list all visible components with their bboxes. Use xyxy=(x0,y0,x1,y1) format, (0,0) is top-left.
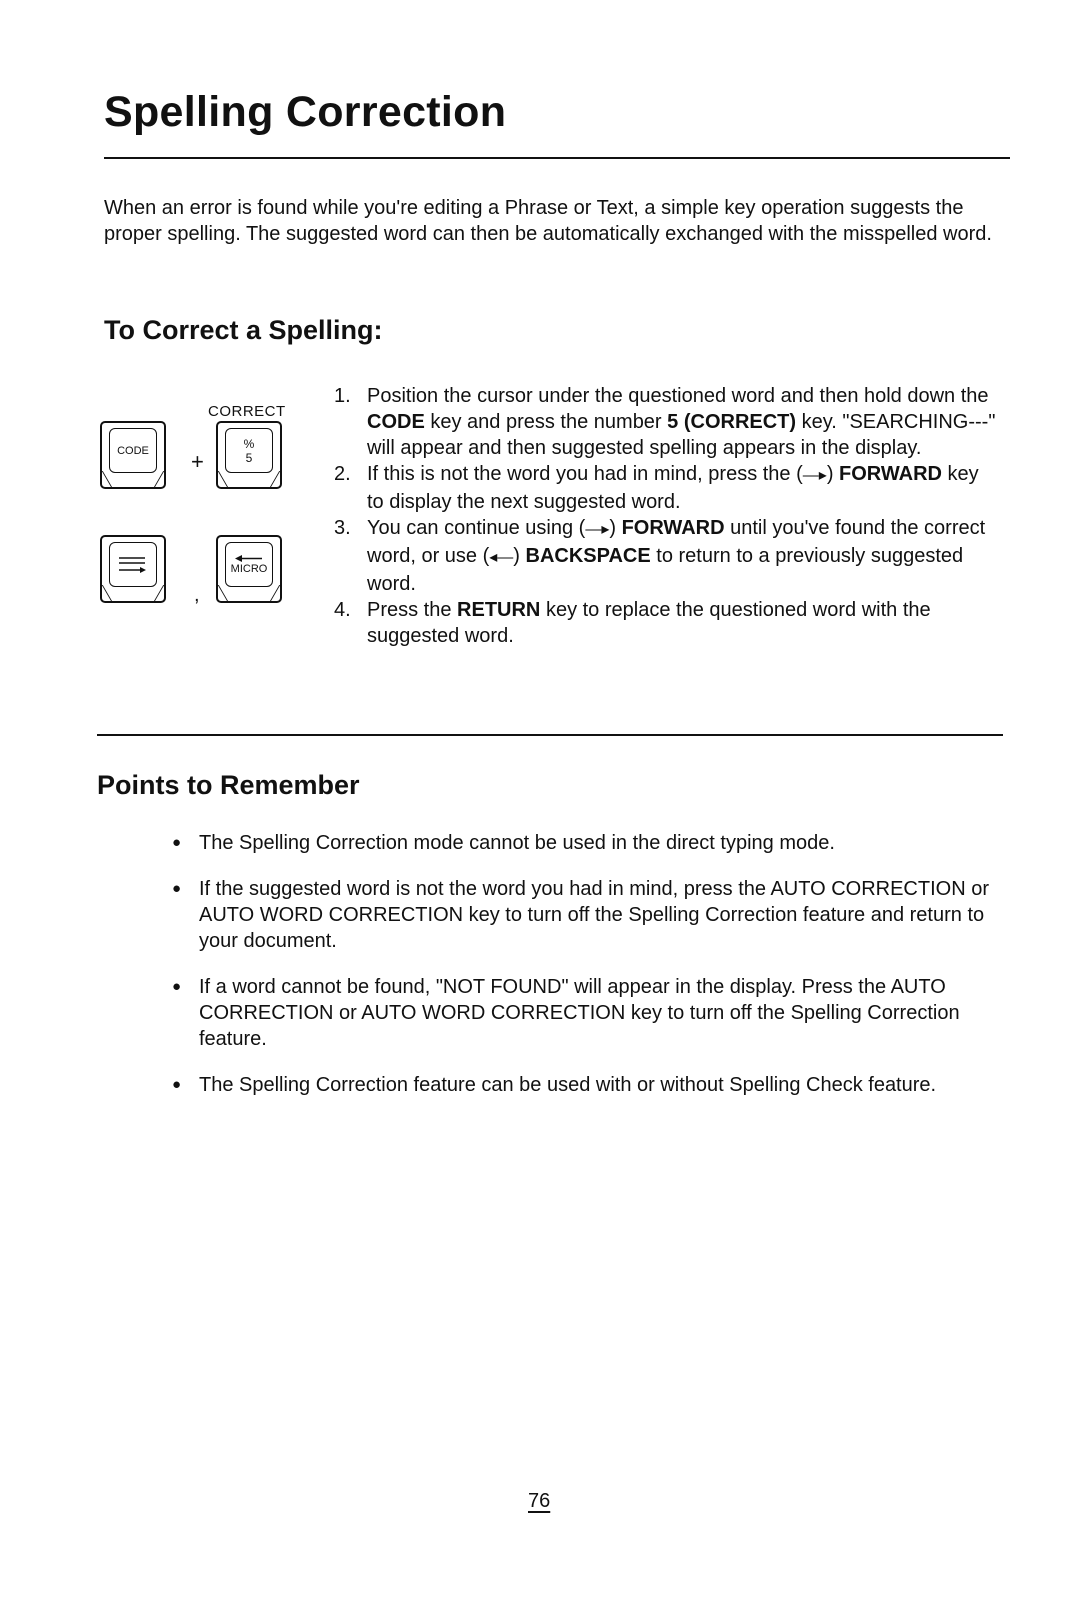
step-text: Press the xyxy=(367,599,458,621)
step-text: ) xyxy=(826,463,840,485)
forward-arrow-icon xyxy=(116,552,150,578)
step-text: key to replace the questioned word with the suggested word. xyxy=(367,599,931,647)
comma-separator: , xyxy=(194,584,200,606)
forward-arrow-icon: —▸ xyxy=(802,467,827,484)
five-correct-key-icon xyxy=(216,421,282,489)
step-text: You can continue using ( xyxy=(367,517,586,539)
step-key-name: RETURN xyxy=(457,599,541,621)
list-item xyxy=(172,974,1002,1052)
code-key-text: CODE xyxy=(117,444,149,457)
backspace-arrow-icon: ◂— xyxy=(489,549,514,566)
plus-sign: + xyxy=(191,449,204,474)
step-text: If this is not the word you had in mind, press the ( xyxy=(367,463,803,485)
correct-spelling-heading: To Correct a Spelling: xyxy=(104,315,383,345)
step-key-name: BACKSPACE xyxy=(525,545,651,567)
forward-arrow-icon: —▸ xyxy=(585,521,610,538)
points-list xyxy=(172,830,1002,1118)
bullet-icon: ● xyxy=(172,834,182,851)
point-text: If a word cannot be found, "NOT FOUND" will appear in the display. Press the AUTO CORRECTION or AUTO WORD CORRECTION key to turn off the Spelling Correction feature. xyxy=(199,976,960,1050)
list-item xyxy=(172,1072,1002,1098)
step-text: ) xyxy=(609,517,622,539)
step-item xyxy=(330,461,1000,515)
bullet-icon: ● xyxy=(172,880,182,897)
correct-key-label: CORRECT xyxy=(208,403,286,420)
correction-steps xyxy=(330,383,1000,649)
key-illustrations xyxy=(96,395,316,625)
step-text: key and press the number xyxy=(424,411,668,433)
bullet-icon: ● xyxy=(172,1076,182,1093)
step-key-name: FORWARD xyxy=(839,463,942,485)
list-item xyxy=(172,876,1002,954)
step-number: 2. xyxy=(334,463,351,485)
micro-backspace-key-icon xyxy=(216,535,282,603)
step-item xyxy=(330,383,1000,461)
page-number: 76 xyxy=(528,1490,551,1512)
step-text: ) xyxy=(513,545,526,567)
intro-paragraph: When an error is found while you're editing a Phrase or Text, a simple key operation suggests the proper spelling. The suggested word can then be automatically exchanged with the misspelled word. xyxy=(104,197,992,245)
list-item xyxy=(172,830,1002,856)
step-text: key. "SEARCHING---" will appear and then suggested spelling appears in the display. xyxy=(367,411,996,459)
step-key-name: FORWARD xyxy=(621,517,725,539)
percent-symbol: % xyxy=(243,436,255,451)
step-text: to return to a previously suggested word. xyxy=(367,545,964,595)
step-number: 4. xyxy=(334,599,351,621)
step-number: 3. xyxy=(334,517,351,539)
points-to-remember-heading: Points to Remember xyxy=(97,770,360,800)
micro-key-text: MICRO xyxy=(230,563,268,575)
step-number: 1. xyxy=(334,385,351,407)
code-key-icon xyxy=(100,421,166,489)
point-text: If the suggested word is not the word you had in mind, press the AUTO CORRECTION or AUTO WORD CORRECTION key to turn off the Spelling Correction feature and return to your document. xyxy=(199,878,989,952)
step-item xyxy=(330,597,1000,649)
step-text: until you've found the correct word, or use ( xyxy=(367,517,986,567)
forward-key-icon xyxy=(100,535,166,603)
title-divider xyxy=(104,157,1010,159)
bullet-icon: ● xyxy=(172,978,182,995)
step-text: Position the cursor under the questioned word and then hold down the xyxy=(367,385,989,407)
step-item xyxy=(330,515,1000,597)
point-text: The Spelling Correction mode cannot be used in the direct typing mode. xyxy=(199,832,835,854)
point-text: The Spelling Correction feature can be used with or without Spelling Check feature. xyxy=(199,1074,937,1096)
section-divider xyxy=(97,734,1003,736)
step-key-name: 5 (CORRECT) xyxy=(667,411,797,433)
step-key-name: CODE xyxy=(367,411,425,433)
page-title: Spelling Correction xyxy=(104,88,507,136)
five-digit: 5 xyxy=(245,450,253,465)
step-text: key to display the next suggested word. xyxy=(367,463,979,513)
backspace-arrow-icon xyxy=(234,554,264,563)
